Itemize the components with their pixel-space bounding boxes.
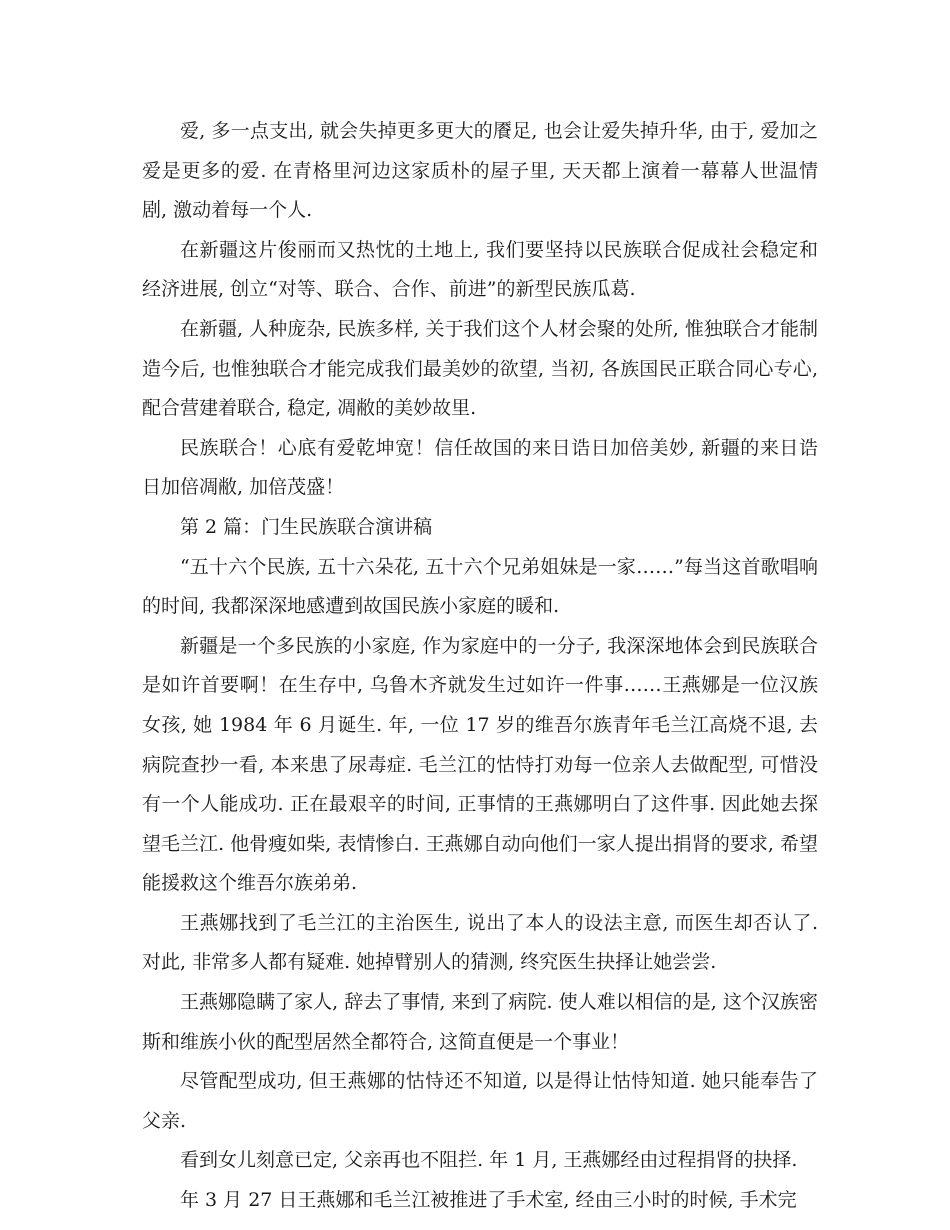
paragraph-6: 新疆是一个多民族的小家庭, 作为家庭中的一分子, 我深深地体会到民族联合是如许首要啊！在生存中, 乌鲁木齐就发生过如许一件事……王燕娜是一位汉族女孩, 她 1984 年 6 月诞生. 年, 一位 17 岁的维吾尔族青年毛兰江高烧不退, 去病院查抄一看, 本来患了尿毒症. 毛兰江的怙恃打劝每一位亲人去做配型, 可惜没有一个人能成功. 正在最艰辛的时间, 正事情的王燕娜明白了这件事. 因此她去探望毛兰江. 他骨瘦如柴, 表情惨白. 王燕娜自动向他们一家人提出捐肾的要求, 希望能援救这个维吾尔族弟弟. bbox=[142, 634, 818, 895]
paragraph-1: 爱, 多一点支出, 就会失掉更多更大的餍足, 也会让爱失掉升华, 由于, 爱加之爱是更多的爱. 在青格里河边这家质朴的屋子里, 天天都上演着一幕幕人世温情剧, 激动着每一个人. bbox=[142, 120, 818, 222]
paragraph-4: 民族联合！心底有爱乾坤宽！信任故国的来日诰日加倍美妙, 新疆的来日诰日加倍凋敝, 加倍茂盛！ bbox=[142, 436, 818, 499]
paragraph-8: 王燕娜隐瞒了家人, 辞去了事情, 来到了病院. 使人难以相信的是, 这个汉族密斯和维族小伙的配型居然全都符合, 这简直便是一个事业！ bbox=[142, 991, 818, 1053]
paragraph-5: “五十六个民族, 五十六朵花, 五十六个兄弟姐妹是一家……”每当这首歌唱响的时间, 我都深深地感遭到故国民族小家庭的暖和. bbox=[142, 555, 818, 618]
paragraph-3: 在新疆, 人种庞杂, 民族多样, 关于我们这个人材会聚的处所, 惟独联合才能制造今后, 也惟独联合才能完成我们最美妙的欲望, 当初, 各族国民正联合同心专心, 配合营建着联合, 稳定, 凋敝的美妙故里. bbox=[142, 317, 818, 420]
paragraph-9: 尽管配型成功, 但王燕娜的怙恃还不知道, 以是得让怙恃知道. 她只能奉告了父亲. bbox=[142, 1070, 818, 1132]
paragraph-2: 在新疆这片俊丽而又热忱的土地上, 我们要坚持以民族联合促成社会稳定和经济进展, 创立“对等、联合、合作、前进”的新型民族瓜葛. bbox=[142, 238, 818, 301]
paragraph-11: 年 3 月 27 日王燕娜和毛兰江被推进了手术室, 经由三小时的时候, 手术完 bbox=[180, 1189, 797, 1212]
document-body bbox=[142, 112, 818, 1221]
paragraph-10: 看到女儿刻意已定, 父亲再也不阻拦. 年 1 月, 王燕娜经由过程捐肾的抉择. bbox=[180, 1149, 798, 1172]
section-heading: 第 2 篇：门生民族联合演讲稿 bbox=[180, 515, 433, 538]
paragraph-7: 王燕娜找到了毛兰江的主治医生, 说出了本人的设法主意, 而医生却否认了. 对此, 非常多人都有疑难. 她掉臂别人的猜测, 终究医生抉择让她尝尝. bbox=[142, 911, 818, 974]
